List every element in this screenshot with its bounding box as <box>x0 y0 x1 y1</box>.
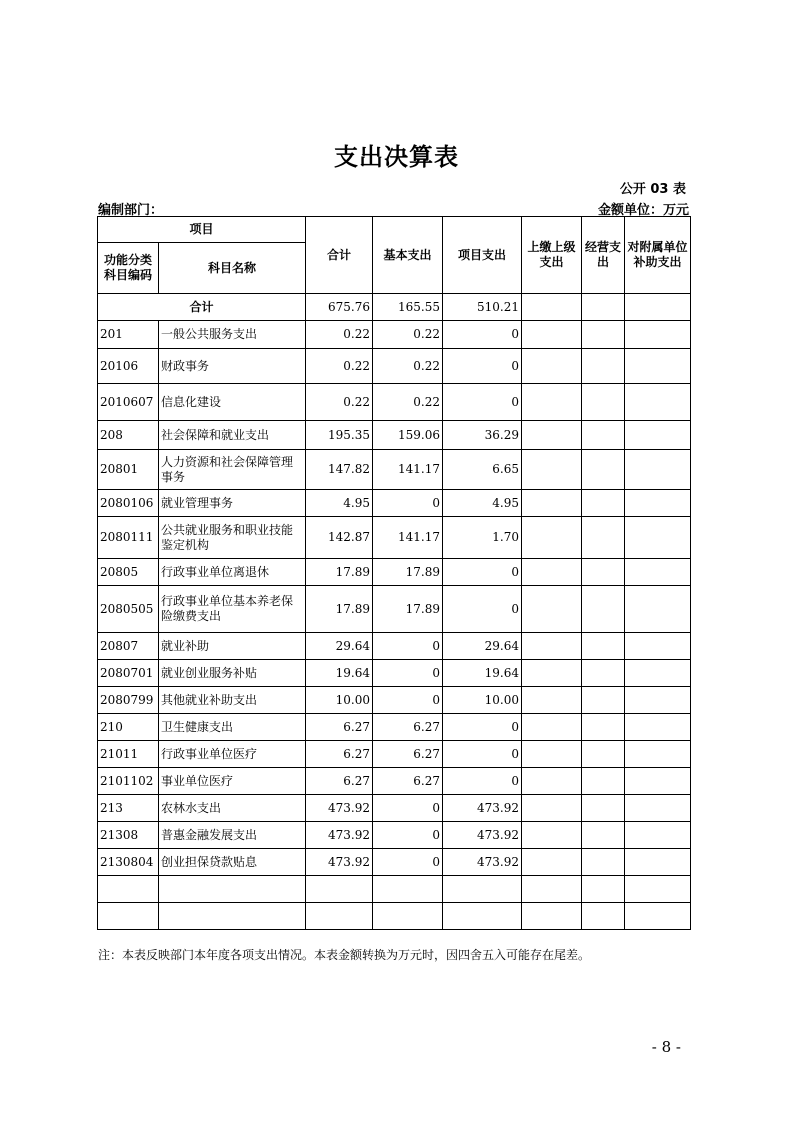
amount-unit-label: 金额单位：万元 <box>597 203 689 218</box>
row-basic: 0 <box>373 633 443 660</box>
row-basic: 0.22 <box>373 349 443 384</box>
row-basic: 159.06 <box>373 421 443 450</box>
row-subsidy <box>625 714 691 741</box>
row-code: 2080111 <box>98 517 159 559</box>
row-upper <box>522 822 582 849</box>
row-project: 0 <box>443 349 522 384</box>
total-total: 675.76 <box>306 294 373 321</box>
row-name: 就业管理事务 <box>159 490 306 517</box>
row-total: 147.82 <box>306 450 373 490</box>
empty-cell <box>373 903 443 930</box>
row-subsidy <box>625 384 691 421</box>
row-basic: 0 <box>373 660 443 687</box>
row-code: 2130804 <box>98 849 159 876</box>
row-total: 6.27 <box>306 741 373 768</box>
row-business <box>582 849 625 876</box>
row-basic: 6.27 <box>373 768 443 795</box>
row-code: 2101102 <box>98 768 159 795</box>
header-item: 项目 <box>98 217 306 243</box>
row-name: 信息化建设 <box>159 384 306 421</box>
row-code: 210 <box>98 714 159 741</box>
total-upper <box>522 294 582 321</box>
row-subsidy <box>625 849 691 876</box>
row-upper <box>522 559 582 586</box>
row-business <box>582 559 625 586</box>
empty-cell <box>98 876 159 903</box>
row-name: 普惠金融发展支出 <box>159 822 306 849</box>
table-row <box>98 421 691 450</box>
table-row <box>98 687 691 714</box>
row-business <box>582 450 625 490</box>
header-name: 科目名称 <box>159 243 306 294</box>
form-number: 公开 03 表 <box>619 182 686 197</box>
empty-cell <box>522 903 582 930</box>
table-row <box>98 559 691 586</box>
table-row <box>98 586 691 633</box>
row-project: 36.29 <box>443 421 522 450</box>
row-code: 21011 <box>98 741 159 768</box>
row-subsidy <box>625 660 691 687</box>
empty-cell <box>522 876 582 903</box>
row-code: 20807 <box>98 633 159 660</box>
row-name: 卫生健康支出 <box>159 714 306 741</box>
header-subsidy: 对附属单位补助支出 <box>625 217 691 294</box>
header-upper: 上缴上级支出 <box>522 217 582 294</box>
row-code: 2080701 <box>98 660 159 687</box>
row-total: 142.87 <box>306 517 373 559</box>
empty-cell <box>582 876 625 903</box>
row-total: 17.89 <box>306 586 373 633</box>
table-row <box>98 321 691 349</box>
empty-cell <box>306 903 373 930</box>
row-basic: 0 <box>373 490 443 517</box>
row-upper <box>522 768 582 795</box>
row-business <box>582 741 625 768</box>
row-subsidy <box>625 586 691 633</box>
row-business <box>582 321 625 349</box>
row-total: 195.35 <box>306 421 373 450</box>
row-subsidy <box>625 559 691 586</box>
row-name: 就业创业服务补贴 <box>159 660 306 687</box>
table-row <box>98 849 691 876</box>
row-project: 473.92 <box>443 849 522 876</box>
row-basic: 0 <box>373 795 443 822</box>
row-basic: 17.89 <box>373 586 443 633</box>
row-code: 2080799 <box>98 687 159 714</box>
row-subsidy <box>625 321 691 349</box>
row-name: 社会保障和就业支出 <box>159 421 306 450</box>
row-basic: 0 <box>373 687 443 714</box>
expenditure-table <box>97 216 691 930</box>
table-row <box>98 633 691 660</box>
row-upper <box>522 490 582 517</box>
row-business <box>582 822 625 849</box>
header-project: 项目支出 <box>443 217 522 294</box>
table-row <box>98 490 691 517</box>
row-subsidy <box>625 517 691 559</box>
row-subsidy <box>625 741 691 768</box>
row-basic: 6.27 <box>373 741 443 768</box>
row-subsidy <box>625 768 691 795</box>
row-business <box>582 586 625 633</box>
row-total: 10.00 <box>306 687 373 714</box>
row-name: 其他就业补助支出 <box>159 687 306 714</box>
row-subsidy <box>625 687 691 714</box>
row-name: 公共就业服务和职业技能鉴定机构 <box>159 517 306 559</box>
table-row <box>98 517 691 559</box>
row-business <box>582 384 625 421</box>
row-business <box>582 633 625 660</box>
row-code: 2010607 <box>98 384 159 421</box>
row-total: 6.27 <box>306 714 373 741</box>
row-upper <box>522 687 582 714</box>
row-business <box>582 517 625 559</box>
row-project: 19.64 <box>443 660 522 687</box>
row-business <box>582 421 625 450</box>
row-code: 20106 <box>98 349 159 384</box>
row-upper <box>522 849 582 876</box>
empty-cell <box>159 876 306 903</box>
row-business <box>582 687 625 714</box>
empty-cell <box>306 876 373 903</box>
table-row <box>98 349 691 384</box>
row-code: 2080505 <box>98 586 159 633</box>
page-title: 支出决算表 <box>334 143 459 171</box>
row-total: 19.64 <box>306 660 373 687</box>
row-basic: 141.17 <box>373 517 443 559</box>
header-total: 合计 <box>306 217 373 294</box>
empty-cell <box>582 903 625 930</box>
row-code: 213 <box>98 795 159 822</box>
empty-row <box>98 903 691 930</box>
row-upper <box>522 660 582 687</box>
table-row <box>98 822 691 849</box>
row-project: 0 <box>443 714 522 741</box>
row-project: 29.64 <box>443 633 522 660</box>
row-upper <box>522 349 582 384</box>
total-subsidy <box>625 294 691 321</box>
row-business <box>582 714 625 741</box>
row-upper <box>522 450 582 490</box>
row-business <box>582 795 625 822</box>
row-name: 事业单位医疗 <box>159 768 306 795</box>
header-code: 功能分类科目编码 <box>98 243 159 294</box>
row-project: 0 <box>443 384 522 421</box>
total-project: 510.21 <box>443 294 522 321</box>
empty-cell <box>373 876 443 903</box>
row-name: 创业担保贷款贴息 <box>159 849 306 876</box>
row-total: 0.22 <box>306 349 373 384</box>
row-upper <box>522 714 582 741</box>
row-project: 1.70 <box>443 517 522 559</box>
table-row <box>98 450 691 490</box>
row-total: 473.92 <box>306 795 373 822</box>
row-subsidy <box>625 822 691 849</box>
row-basic: 0.22 <box>373 384 443 421</box>
row-upper <box>522 795 582 822</box>
row-code: 20805 <box>98 559 159 586</box>
row-upper <box>522 384 582 421</box>
table-row <box>98 795 691 822</box>
row-project: 6.65 <box>443 450 522 490</box>
row-upper <box>522 321 582 349</box>
row-project: 4.95 <box>443 490 522 517</box>
row-name: 财政事务 <box>159 349 306 384</box>
row-subsidy <box>625 490 691 517</box>
row-business <box>582 768 625 795</box>
total-label: 合计 <box>98 294 306 321</box>
empty-cell <box>625 903 691 930</box>
header-basic: 基本支出 <box>373 217 443 294</box>
row-project: 0 <box>443 741 522 768</box>
table-row <box>98 660 691 687</box>
row-project: 473.92 <box>443 822 522 849</box>
row-subsidy <box>625 450 691 490</box>
row-total: 17.89 <box>306 559 373 586</box>
row-subsidy <box>625 795 691 822</box>
row-basic: 0 <box>373 822 443 849</box>
row-project: 0 <box>443 768 522 795</box>
row-name: 行政事业单位离退休 <box>159 559 306 586</box>
row-total: 4.95 <box>306 490 373 517</box>
row-upper <box>522 633 582 660</box>
row-total: 0.22 <box>306 321 373 349</box>
empty-row <box>98 876 691 903</box>
empty-cell <box>159 903 306 930</box>
table-row <box>98 741 691 768</box>
row-subsidy <box>625 349 691 384</box>
table-row <box>98 714 691 741</box>
row-upper <box>522 741 582 768</box>
empty-cell <box>443 876 522 903</box>
row-total: 29.64 <box>306 633 373 660</box>
row-total: 6.27 <box>306 768 373 795</box>
row-code: 20801 <box>98 450 159 490</box>
row-upper <box>522 421 582 450</box>
row-name: 行政事业单位医疗 <box>159 741 306 768</box>
row-name: 一般公共服务支出 <box>159 321 306 349</box>
total-row <box>98 294 691 321</box>
row-basic: 141.17 <box>373 450 443 490</box>
row-project: 473.92 <box>443 795 522 822</box>
header-business: 经营支出 <box>582 217 625 294</box>
row-subsidy <box>625 421 691 450</box>
table-row <box>98 768 691 795</box>
row-business <box>582 490 625 517</box>
row-code: 201 <box>98 321 159 349</box>
row-total: 473.92 <box>306 849 373 876</box>
page-number: - 8 - <box>651 1038 681 1056</box>
row-basic: 0 <box>373 849 443 876</box>
row-name: 农林水支出 <box>159 795 306 822</box>
row-basic: 17.89 <box>373 559 443 586</box>
row-code: 2080106 <box>98 490 159 517</box>
empty-cell <box>443 903 522 930</box>
department-label: 编制部门： <box>98 203 164 218</box>
row-name: 行政事业单位基本养老保险缴费支出 <box>159 586 306 633</box>
empty-cell <box>98 903 159 930</box>
total-basic: 165.55 <box>373 294 443 321</box>
row-business <box>582 349 625 384</box>
row-project: 0 <box>443 321 522 349</box>
row-subsidy <box>625 633 691 660</box>
row-upper <box>522 517 582 559</box>
row-business <box>582 660 625 687</box>
row-project: 10.00 <box>443 687 522 714</box>
row-name: 就业补助 <box>159 633 306 660</box>
row-name: 人力资源和社会保障管理事务 <box>159 450 306 490</box>
row-code: 208 <box>98 421 159 450</box>
empty-cell <box>625 876 691 903</box>
total-business <box>582 294 625 321</box>
table-row <box>98 384 691 421</box>
row-code: 21308 <box>98 822 159 849</box>
row-total: 0.22 <box>306 384 373 421</box>
row-project: 0 <box>443 559 522 586</box>
row-basic: 0.22 <box>373 321 443 349</box>
row-upper <box>522 586 582 633</box>
row-project: 0 <box>443 586 522 633</box>
row-basic: 6.27 <box>373 714 443 741</box>
footnote: 注：本表反映部门本年度各项支出情况。本表金额转换为万元时，因四舍五入可能存在尾差。 <box>98 948 591 962</box>
row-total: 473.92 <box>306 822 373 849</box>
